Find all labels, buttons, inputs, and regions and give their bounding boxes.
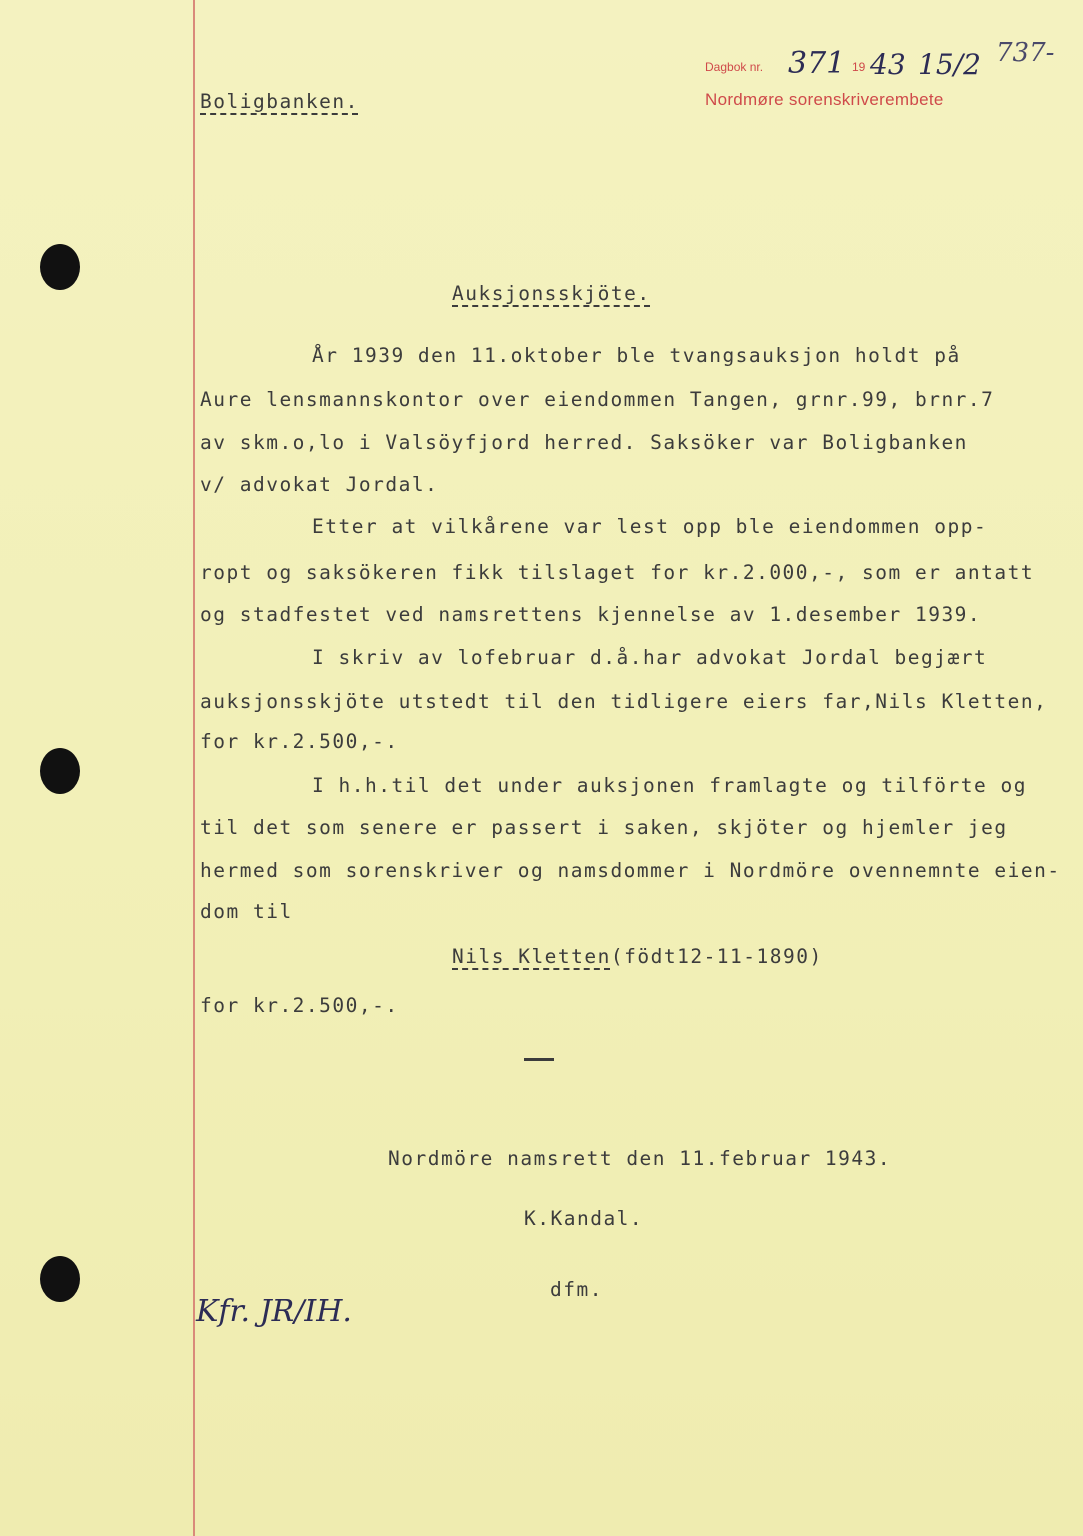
left-title: Boligbanken. <box>200 90 359 113</box>
punch-hole <box>40 244 80 290</box>
body-line: Aure lensmannskontor over eiendommen Tangen, grnr.99, brnr.7 <box>200 388 995 411</box>
page-number: 737- <box>996 38 1055 68</box>
body-line: for kr.2.500,-. <box>200 730 399 753</box>
body-line: ropt og saksökeren fikk tilslaget for kr.2.000,-, som er antatt <box>200 561 1035 584</box>
punch-hole <box>40 748 80 794</box>
grantee-name: Nils Kletten <box>452 945 611 968</box>
place-date: Nordmöre namsrett den 11.februar 1943. <box>388 1147 892 1170</box>
dfm-note: dfm. <box>550 1278 603 1301</box>
body-line: I h.h.til det under auksjonen framlagte og tilförte og <box>312 774 1027 797</box>
body-line: til det som senere er passert i saken, skjöter og hjemler jeg <box>200 816 1008 839</box>
stamp-year-hand: 43 <box>870 48 906 81</box>
body-line: Etter at vilkårene var lest opp ble eiendommen opp- <box>312 515 988 538</box>
body-line: av skm.o,lo i Valsöyfjord herred. Saksöker var Boligbanken <box>200 431 968 454</box>
grantee-born: (födt12-11-1890) <box>610 945 823 968</box>
judge-signature: K.Kandal. <box>524 1207 644 1230</box>
body-line: dom til <box>200 900 293 923</box>
handwritten-note: Kfr. JR/IH. <box>196 1294 352 1329</box>
stamp-number: 371 <box>788 46 846 81</box>
document-title: Auksjonsskjöte. <box>452 282 651 305</box>
body-line: År 1939 den 11.oktober ble tvangsauksjon holdt på <box>312 344 961 367</box>
separator-dash <box>524 1058 554 1061</box>
body-line: v/ advokat Jordal. <box>200 473 439 496</box>
body-line: I skriv av lofebruar d.å.har advokat Jordal begjært <box>312 646 988 669</box>
punch-hole <box>40 1256 80 1302</box>
stamp-date-hand: 15/2 <box>918 48 981 81</box>
margin-line <box>193 0 195 1536</box>
body-line: hermed som sorenskriver og namsdommer i Nordmöre ovennemnte eien- <box>200 859 1061 882</box>
price-line: for kr.2.500,-. <box>200 994 399 1017</box>
stamp-prefix: Dagbok nr. <box>705 60 764 74</box>
body-line: auksjonsskjöte utstedt til den tidligere eiers far,Nils Kletten, <box>200 690 1048 713</box>
stamp-year-print: 19 <box>852 60 866 74</box>
stamp-office: Nordmøre sorenskriverembete <box>705 90 944 109</box>
grantee-line <box>452 945 823 968</box>
body-line: og stadfestet ved namsrettens kjennelse av 1.desember 1939. <box>200 603 982 626</box>
